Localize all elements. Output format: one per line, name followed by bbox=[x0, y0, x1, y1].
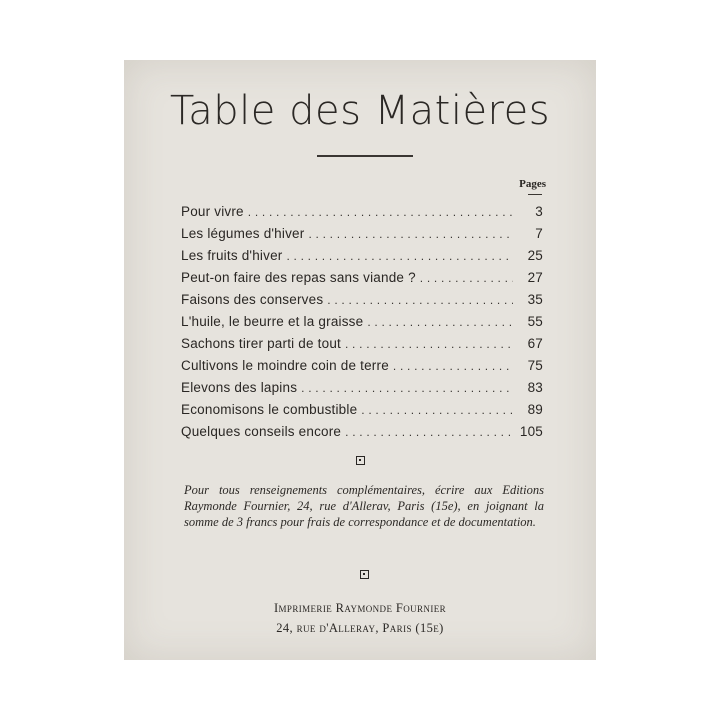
toc-leader-dots bbox=[308, 227, 513, 241]
toc-entry-page: 27 bbox=[527, 270, 543, 285]
toc-entry bbox=[181, 424, 543, 446]
toc-entry-page: 83 bbox=[527, 380, 543, 395]
toc-entry-page: 75 bbox=[527, 358, 543, 373]
toc-entry-label: Les fruits d'hiver bbox=[181, 248, 283, 263]
toc-leader-dots bbox=[301, 381, 513, 395]
printer-imprint bbox=[124, 598, 596, 638]
toc-entry-label: Faisons des conserves bbox=[181, 292, 324, 307]
toc-entry-label: Sachons tirer parti de tout bbox=[181, 336, 341, 351]
book-page bbox=[124, 60, 596, 660]
toc-entry-label: Quelques conseils encore bbox=[181, 424, 342, 439]
toc-entry bbox=[181, 402, 543, 424]
toc-leader-dots bbox=[327, 293, 513, 307]
toc-entry bbox=[181, 204, 543, 226]
toc-entry-label: Peut-on faire des repas sans viande ? bbox=[181, 270, 416, 285]
title-divider bbox=[317, 155, 413, 157]
toc-entry-label: Elevons des lapins bbox=[181, 380, 298, 395]
page-title: Table des Matières bbox=[169, 88, 551, 134]
toc-entry-page: 7 bbox=[535, 226, 543, 241]
table-of-contents bbox=[181, 204, 543, 446]
toc-entry bbox=[181, 336, 543, 358]
toc-entry-label: Cultivons le moindre coin de terre bbox=[181, 358, 389, 373]
toc-entry-label: Les légumes d'hiver bbox=[181, 226, 305, 241]
toc-entry bbox=[181, 226, 543, 248]
printer-address: 24, rue d'Alleray, Paris (15e) bbox=[276, 621, 444, 635]
printer-name: Imprimerie Raymonde Fournier bbox=[273, 601, 447, 615]
toc-entry-page: 67 bbox=[527, 336, 543, 351]
toc-entry bbox=[181, 314, 543, 336]
toc-entry-label: L'huile, le beurre et la graisse bbox=[181, 314, 364, 329]
toc-leader-dots bbox=[345, 337, 513, 351]
square-ornament-icon bbox=[360, 570, 369, 579]
toc-entry bbox=[181, 270, 543, 292]
toc-entry-page: 25 bbox=[527, 248, 543, 263]
toc-leader-dots bbox=[361, 403, 513, 417]
toc-leader-dots bbox=[420, 271, 513, 285]
pages-heading-underline bbox=[528, 194, 542, 195]
toc-entry bbox=[181, 358, 543, 380]
square-ornament-icon bbox=[356, 456, 365, 465]
pages-column-heading: Pages bbox=[519, 178, 546, 190]
toc-entry-label: Economisons le combustible bbox=[181, 402, 358, 417]
toc-entry-page: 3 bbox=[535, 204, 543, 219]
toc-entry bbox=[181, 248, 543, 270]
toc-leader-dots bbox=[345, 425, 513, 439]
toc-leader-dots bbox=[248, 205, 513, 219]
toc-entry bbox=[181, 292, 543, 314]
toc-leader-dots bbox=[367, 315, 513, 329]
toc-entry-page: 55 bbox=[527, 314, 543, 329]
toc-leader-dots bbox=[286, 249, 513, 263]
toc-entry-page: 105 bbox=[519, 424, 543, 439]
toc-entry-page: 89 bbox=[527, 402, 543, 417]
toc-entry-label: Pour vivre bbox=[181, 204, 244, 219]
toc-leader-dots bbox=[393, 359, 513, 373]
toc-entry-page: 35 bbox=[527, 292, 543, 307]
information-note: Pour tous renseignements complémentaires, écrire aux Editions Raymonde Fournier, 24, rue d'Allerav, Paris (15e), en joignant la somme de 3 francs pour frais de correspondance et de documentation. bbox=[184, 483, 544, 529]
toc-entry bbox=[181, 380, 543, 402]
